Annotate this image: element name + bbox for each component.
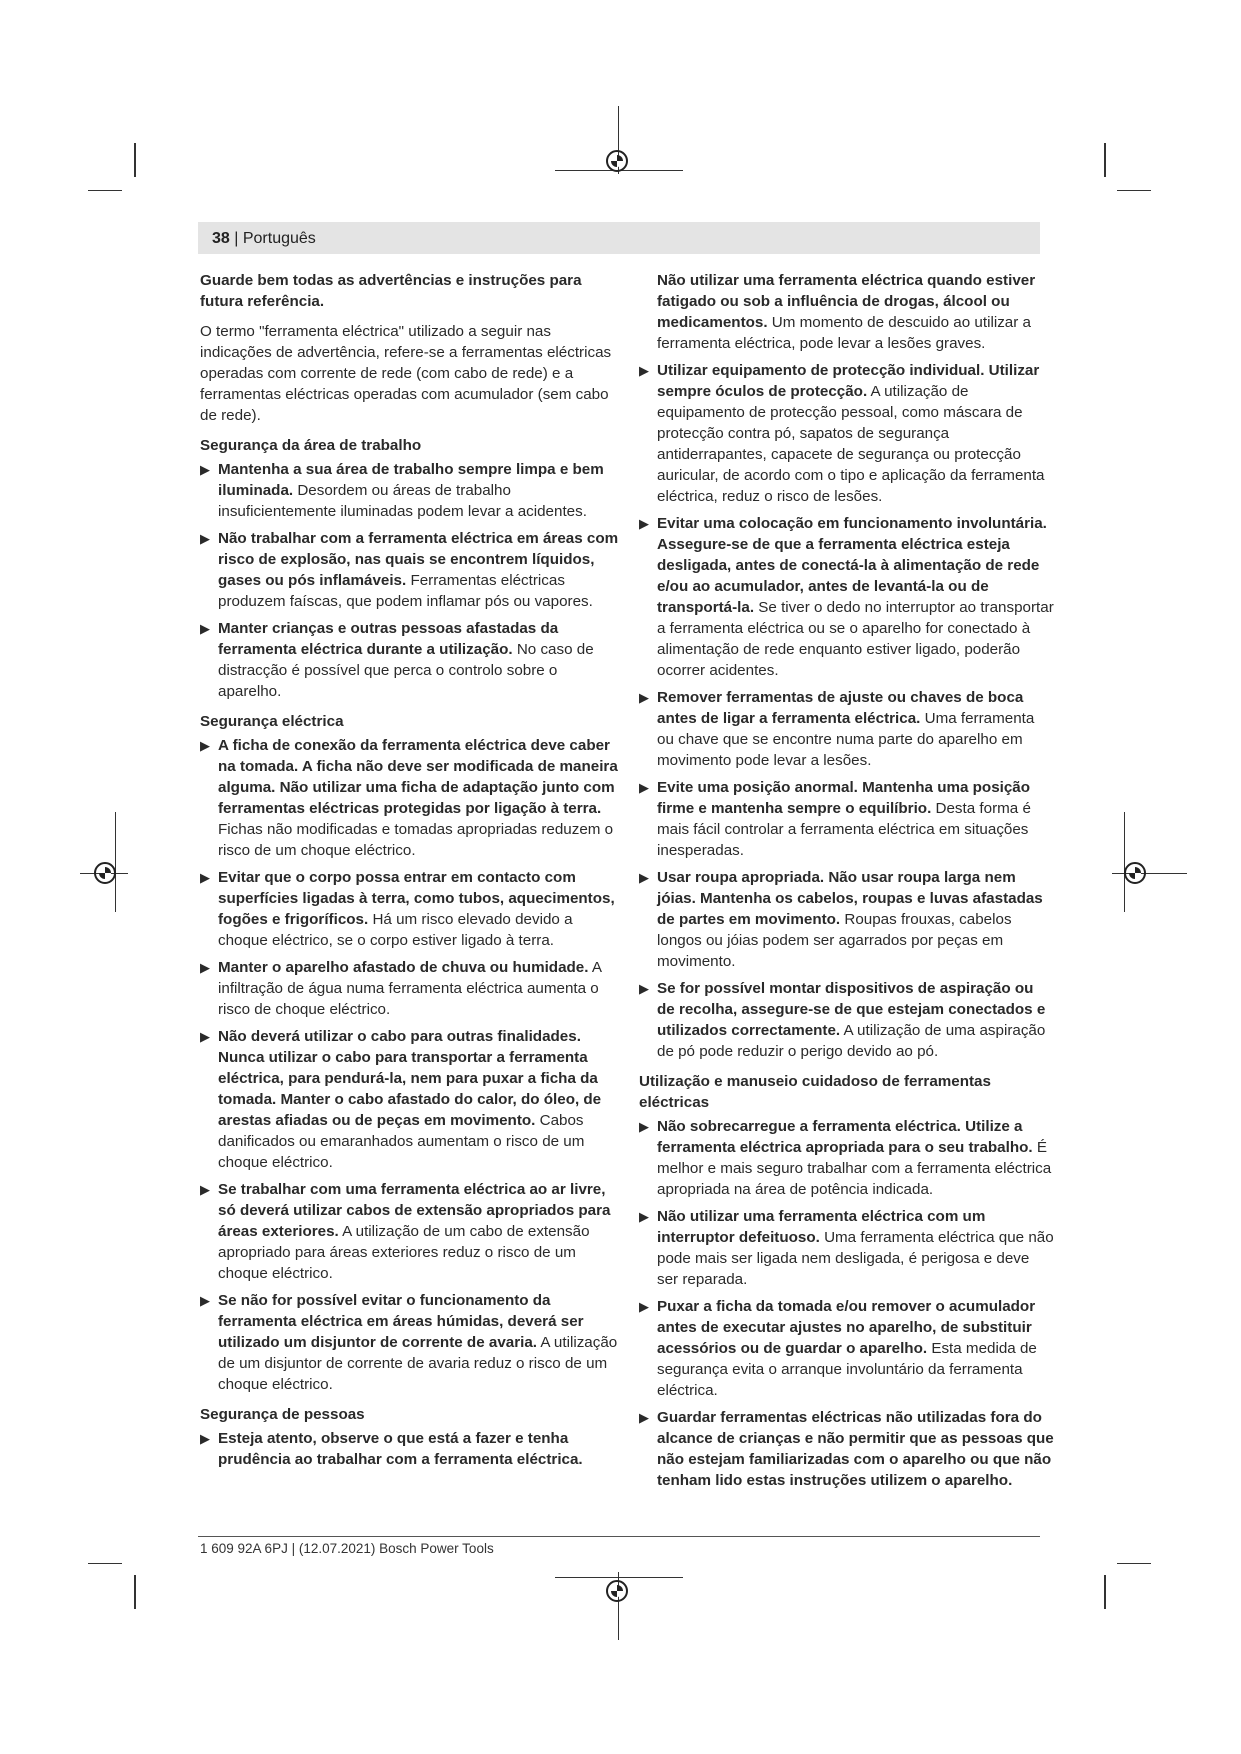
- crop-mark: [88, 1563, 122, 1564]
- list-item: ▶ Evitar que o corpo possa entrar em contacto com superfícies ligadas à terra, como tubos, aquecimentos, fogões e frigoríficos. Há um risco elevado devido a choque eléctrico, se o corpo estiver ligado à terra.: [200, 869, 615, 949]
- header-band: [198, 222, 1040, 254]
- crop-mark: [1104, 1575, 1106, 1609]
- list-item: ▶ Evite uma posição anormal. Mantenha uma posição firme e mantenha sempre o equilíbrio. Desta forma é mais fácil controlar a ferramenta eléctrica em situações inesperadas.: [639, 779, 1031, 859]
- crop-mark: [88, 190, 122, 191]
- list-item: ▶ Se for possível montar dispositivos de aspiração ou de recolha, assegure-se de que estejam conectados e utilizados correctamente. A utilização de uma aspiração de pó pode reduzir o perigo devido ao pó.: [639, 980, 1046, 1060]
- bullet-arrow-icon: ▶: [200, 960, 210, 975]
- crop-mark: [1117, 1563, 1151, 1564]
- section-heading-work-area: Segurança da área de trabalho: [200, 437, 422, 454]
- list-item: ▶ Remover ferramentas de ajuste ou chaves de boca antes de ligar a ferramenta eléctrica. Uma ferramenta ou chave que se encontre numa parte do aparelho em movimento pode levar a lesões.: [639, 689, 1035, 769]
- right-column: [639, 270, 1054, 1497]
- registration-target-icon: [94, 862, 116, 884]
- bullet-arrow-icon: ▶: [639, 780, 649, 795]
- section-heading-usage: Utilização e manuseio cuidadoso de ferramentas eléctricas: [639, 1073, 991, 1111]
- left-column: [200, 270, 620, 1476]
- section-heading-electrical: Segurança eléctrica: [200, 713, 344, 730]
- list-item: ▶ Se trabalhar com uma ferramenta eléctrica ao ar livre, só deverá utilizar cabos de extensão apropriados para áreas exteriores. A utilização de um cabo de extensão apropriado para áreas exteriores reduz o risco de um choque eléctrico.: [200, 1181, 611, 1282]
- list-item: ▶ Usar roupa apropriada. Não usar roupa larga nem jóias. Mantenha os cabelos, roupas e luvas afastadas de partes em movimento. Roupas frouxas, cabelos longos ou jóias podem ser agarrados por peças em movimento.: [639, 869, 1043, 970]
- list-item: ▶ Não sobrecarregue a ferramenta eléctrica. Utilize a ferramenta eléctrica apropriada para o seu trabalho. É melhor e mais seguro trabalhar com a ferramenta eléctrica apropriada na área de potência indicada.: [639, 1118, 1052, 1198]
- section-heading-persons: Segurança de pessoas: [200, 1406, 365, 1423]
- page-header: [212, 230, 316, 248]
- list-item: ▶ Guardar ferramentas eléctricas não utilizadas fora do alcance de crianças e não permitir que as pessoas que não estejam familiarizadas com o aparelho ou que não tenham lido estas instruções utilizem o aparelho.: [639, 1409, 1054, 1489]
- crop-mark: [134, 143, 136, 177]
- crop-mark: [134, 1575, 136, 1609]
- list-item: ▶ Manter crianças e outras pessoas afastadas da ferramenta eléctrica durante a utilização. No caso de distracção é possível que perca o controlo sobre o aparelho.: [200, 620, 594, 700]
- bullet-arrow-icon: ▶: [200, 1182, 210, 1197]
- list-item: ▶ Se não for possível evitar o funcionamento da ferramenta eléctrica em áreas húmidas, deverá ser utilizado um disjuntor de corrente de avaria. A utilização de um disjuntor de corrente de avaria reduz o risco de um choque eléctrico.: [200, 1292, 618, 1393]
- list-item: ▶ Manter o aparelho afastado de chuva ou humidade. A infiltração de água numa ferramenta eléctrica aumenta o risco de choque eléctrico.: [200, 959, 602, 1018]
- bullet-arrow-icon: ▶: [639, 1299, 649, 1314]
- bullet-arrow-icon: ▶: [639, 1119, 649, 1134]
- registration-line: [555, 1577, 683, 1578]
- list-item: ▶ Utilizar equipamento de protecção individual. Utilizar sempre óculos de protecção. A utilização de equipamento de protecção pessoal, como máscara de protecção contra pó, sapatos de segurança antiderrapantes, capacete de segurança ou protecção auricular, de acordo com o tipo e aplicação da ferramenta eléctrica, reduz o risco de lesões.: [639, 362, 1045, 505]
- bullet-arrow-icon: ▶: [200, 738, 210, 753]
- list-item: ▶ Evitar uma colocação em funcionamento involuntária. Assegure-se de que a ferramenta eléctrica esteja desligada, antes de conectá-la à alimentação de rede e/ou ao acumulador, antes de levantá-la ou de transportá-la. Se tiver o dedo no interruptor ao transportar a ferramenta eléctrica ou se o aparelho for conectado à alimentação de rede enquanto estiver ligado, poderão ocorrer acidentes.: [639, 515, 1054, 679]
- list-item: ▶ Não utilizar uma ferramenta eléctrica com um interruptor defeituoso. Uma ferramenta eléctrica que não pode mais ser ligada nem desligada, é perigosa e deve ser reparada.: [639, 1208, 1054, 1288]
- registration-target-icon: [606, 150, 628, 172]
- bullet-arrow-icon: ▶: [200, 531, 210, 546]
- header-separator: |: [234, 230, 239, 247]
- registration-line: [115, 812, 116, 912]
- list-item: ▶ Esteja atento, observe o que está a fazer e tenha prudência ao trabalhar com a ferramenta eléctrica.: [200, 1430, 583, 1468]
- bullet-arrow-icon: ▶: [639, 690, 649, 705]
- intro-text: O termo "ferramenta eléctrica" utilizado a seguir nas indicações de advertência, refere-se a ferramentas eléctricas operadas com corrente de rede (com cabo de rede) e a ferramentas eléctricas operadas com acumulador (sem cabo de rede).: [200, 323, 612, 424]
- page-number: 38: [212, 230, 230, 247]
- bullet-arrow-icon: ▶: [639, 981, 649, 996]
- bullet-arrow-icon: ▶: [200, 1431, 210, 1446]
- crop-mark: [1117, 190, 1151, 191]
- list-item: ▶ Não deverá utilizar o cabo para outras finalidades. Nunca utilizar o cabo para transportar a ferramenta eléctrica, para pendurá-la, nem para puxar a ficha da tomada. Manter o cabo afastado do calor, do óleo, de arestas afiadas ou de peças em movimento. Cabos danificados ou emaranhados aumentam o risco de um choque eléctrico.: [200, 1028, 602, 1171]
- bullet-arrow-icon: ▶: [639, 870, 649, 885]
- bullet-arrow-icon: ▶: [200, 621, 210, 636]
- list-item: ▶ Mantenha a sua área de trabalho sempre limpa e bem iluminada. Desordem ou áreas de trabalho insuficientemente iluminadas podem levar a acidentes.: [200, 461, 604, 520]
- bullet-arrow-icon: ▶: [639, 363, 649, 378]
- bullet-arrow-icon: ▶: [639, 1209, 649, 1224]
- continuation-paragraph: Não utilizar uma ferramenta eléctrica quando estiver fatigado ou sob a influência de drogas, álcool ou medicamentos. Um momento de descuido ao utilizar a ferramenta eléctrica, pode levar a lesões graves.: [657, 272, 1036, 352]
- registration-target-icon: [606, 1580, 628, 1602]
- bullet-arrow-icon: ▶: [200, 870, 210, 885]
- list-item: ▶ Não trabalhar com a ferramenta eléctrica em áreas com risco de explosão, nas quais se encontrem líquidos, gases ou pós inflamáveis. Ferramentas eléctricas produzem faíscas, que podem inflamar pós ou vapores.: [200, 530, 619, 610]
- bullet-arrow-icon: ▶: [200, 1029, 210, 1044]
- intro-bold: Guarde bem todas as advertências e instruções para futura referência.: [200, 272, 582, 310]
- list-item: ▶ A ficha de conexão da ferramenta eléctrica deve caber na tomada. A ficha não deve ser modificada de maneira alguma. Não utilizar uma ficha de adaptação junto com ferramentas eléctricas protegidas por ligação à terra. Fichas não modificadas e tomadas apropriadas reduzem o risco de um choque eléctrico.: [200, 737, 618, 859]
- bullet-arrow-icon: ▶: [200, 462, 210, 477]
- list-item: ▶ Puxar a ficha da tomada e/ou remover o acumulador antes de executar ajustes no aparelho, de substituir acessórios ou de guardar o aparelho. Esta medida de segurança evita o arranque involuntário da ferramenta eléctrica.: [639, 1298, 1037, 1399]
- registration-target-icon: [1124, 862, 1146, 884]
- header-language: Português: [242, 230, 316, 247]
- footer-rule: [198, 1536, 1040, 1537]
- bullet-arrow-icon: ▶: [639, 516, 649, 531]
- registration-line: [1124, 812, 1125, 912]
- crop-mark: [1104, 143, 1106, 177]
- bullet-arrow-icon: ▶: [639, 1410, 649, 1425]
- bullet-arrow-icon: ▶: [200, 1293, 210, 1308]
- footer-text: 1 609 92A 6PJ | (12.07.2021) Bosch Power Tools: [200, 1541, 494, 1556]
